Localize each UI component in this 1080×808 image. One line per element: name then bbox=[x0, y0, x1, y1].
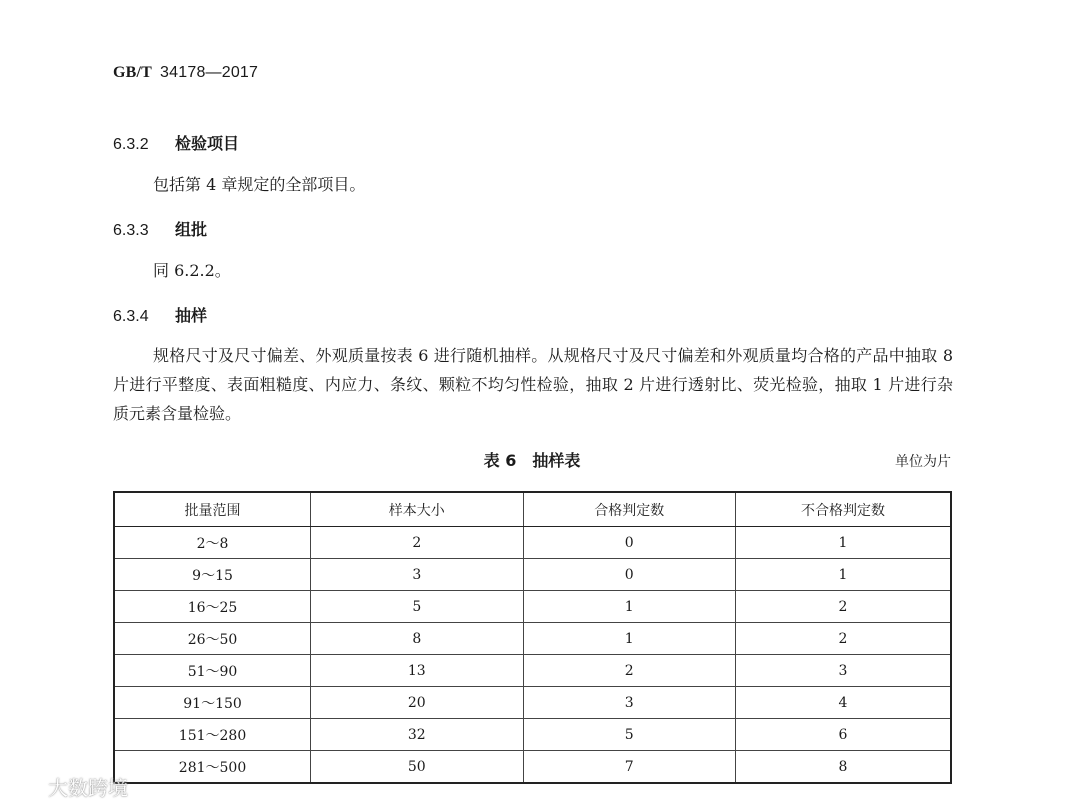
table-cell: 32 bbox=[311, 719, 523, 751]
table-cell: 7 bbox=[523, 751, 735, 784]
standard-number: 34178—2017 bbox=[160, 64, 259, 81]
table-cell: 20 bbox=[311, 687, 523, 719]
section-title: 组批 bbox=[175, 220, 208, 239]
section-paragraph-6-3-2: 包括第 4 章规定的全部项目。 bbox=[153, 175, 366, 194]
table-cell: 8 bbox=[311, 623, 523, 655]
table-caption-row bbox=[113, 448, 951, 470]
section-heading-6-3-4 bbox=[113, 303, 207, 326]
table-cell: 2～8 bbox=[114, 527, 311, 559]
table-cell: 2 bbox=[523, 655, 735, 687]
section-heading-6-3-2 bbox=[113, 131, 239, 154]
table-cell: 6 bbox=[736, 719, 952, 751]
header-accept-number: 合格判定数 bbox=[523, 492, 735, 527]
sampling-table bbox=[113, 491, 952, 784]
table-row bbox=[114, 751, 951, 784]
section-title: 检验项目 bbox=[175, 134, 240, 153]
watermark bbox=[8, 772, 128, 801]
table-cell: 2 bbox=[736, 623, 952, 655]
table-row bbox=[114, 655, 951, 687]
table-cell: 1 bbox=[736, 559, 952, 591]
table-cell: 50 bbox=[311, 751, 523, 784]
table-row bbox=[114, 719, 951, 751]
section-number: 6.3.3 bbox=[113, 222, 149, 239]
table-cell: 3 bbox=[311, 559, 523, 591]
table-cell: 0 bbox=[523, 527, 735, 559]
table-row bbox=[114, 623, 951, 655]
table-unit: 单位为片 bbox=[895, 454, 951, 470]
table-cell: 5 bbox=[311, 591, 523, 623]
standard-prefix: GB/T bbox=[113, 64, 153, 81]
table-row bbox=[114, 527, 951, 559]
header-lot-range: 批量范围 bbox=[114, 492, 311, 527]
table-cell: 281～500 bbox=[114, 751, 311, 784]
table-cell: 13 bbox=[311, 655, 523, 687]
section-paragraph-6-3-3: 同 6.2.2。 bbox=[153, 261, 231, 280]
table-cell: 1 bbox=[736, 527, 952, 559]
table-row bbox=[114, 559, 951, 591]
table-cell: 51～90 bbox=[114, 655, 311, 687]
section-number: 6.3.2 bbox=[113, 136, 149, 153]
table-cell: 4 bbox=[736, 687, 952, 719]
table-cell: 91～150 bbox=[114, 687, 311, 719]
table-cell: 3 bbox=[523, 687, 735, 719]
table-cell: 1 bbox=[523, 623, 735, 655]
table-cell: 8 bbox=[736, 751, 952, 784]
table-cell: 9～15 bbox=[114, 559, 311, 591]
section-number: 6.3.4 bbox=[113, 308, 149, 325]
table-row bbox=[114, 687, 951, 719]
table-cell: 2 bbox=[311, 527, 523, 559]
table-row bbox=[114, 591, 951, 623]
standard-code bbox=[113, 64, 258, 82]
table-cell: 1 bbox=[523, 591, 735, 623]
section-title: 抽样 bbox=[175, 306, 208, 325]
brand-logo-icon bbox=[8, 776, 44, 798]
table-cell: 26～50 bbox=[114, 623, 311, 655]
table-cell: 2 bbox=[736, 591, 952, 623]
section-paragraph-6-3-4: 规格尺寸及尺寸偏差、外观质量按表 6 进行随机抽样。从规格尺寸及尺寸偏差和外观质量均合格的产品中抽取 8 片进行平整度、表面粗糙度、内应力、条纹、颗粒不均匀性检验，抽取 2 片进行透射比、荧光检验，抽取 1 片进行杂质元素含量检验。 bbox=[113, 346, 953, 423]
table-cell: 5 bbox=[523, 719, 735, 751]
header-reject-number: 不合格判定数 bbox=[736, 492, 952, 527]
table-title: 表 6 抽样表 bbox=[483, 451, 581, 470]
table-header-row bbox=[114, 492, 951, 527]
table-cell: 0 bbox=[523, 559, 735, 591]
table-cell: 151～280 bbox=[114, 719, 311, 751]
table-cell: 3 bbox=[736, 655, 952, 687]
section-heading-6-3-3 bbox=[113, 217, 207, 240]
watermark-text: 大数跨境 bbox=[48, 776, 128, 800]
table-cell: 16～25 bbox=[114, 591, 311, 623]
header-sample-size: 样本大小 bbox=[311, 492, 523, 527]
